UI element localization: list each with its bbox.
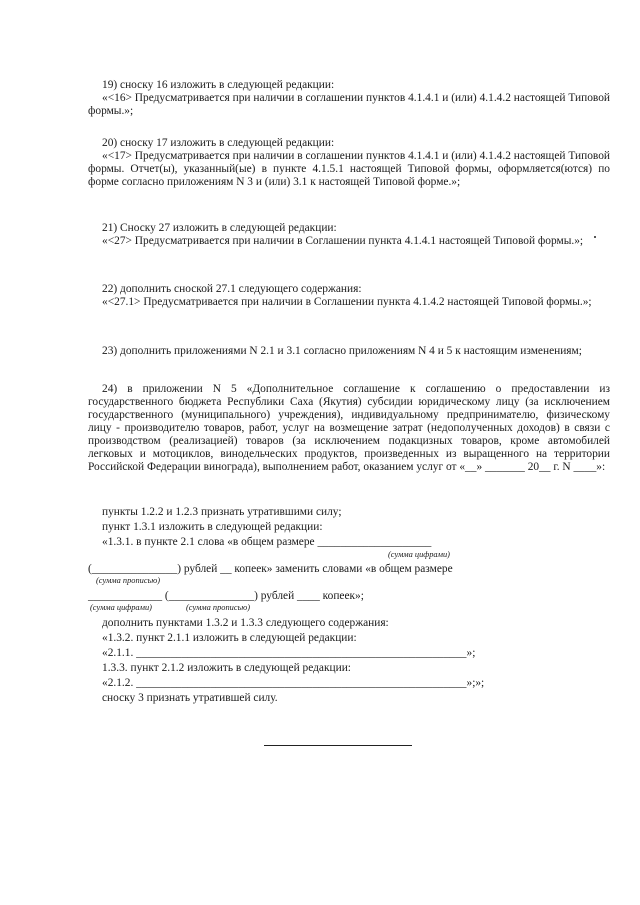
- item-22-text: «<27.1> Предусматривается при наличии в Соглашении пункта 4.1.4.2 настоящей Типовой формы.»;: [102, 296, 592, 308]
- line-footnote-3: сноску 3 признать утратившей силу.: [102, 692, 278, 704]
- item-19-heading: 19) сноску 16 изложить в следующей редакции:: [102, 79, 335, 91]
- item-19: [88, 79, 610, 118]
- item-19-text: «<16> Предусматривается при наличии в соглашении пунктов 4.1.4.1 и (или) 4.1.4.2 настоящей Типовой формы.»;: [88, 92, 610, 117]
- line-1-3-2: «1.3.2. пункт 2.1.1 изложить в следующей редакции:: [102, 632, 357, 644]
- item-22-heading: 22) дополнить сноской 27.1 следующего содержания:: [102, 283, 362, 295]
- item-21-text: «<27> Предусматривается при наличии в Соглашении пункта 4.1.4.1 настоящей Типовой формы.»;: [102, 235, 584, 247]
- item-20-text: «<17> Предусматривается при наличии в соглашении пунктов 4.1.4.1 и (или) 4.1.4.2 настоящей Типовой формы. Отчет(ы), указанный(ые) в пункте 4.1.5.1 настоящей Типовой формы, оформляется(ются) по форме согласно приложениям N 3 и (или) 3.1 к настоящей Типовой форме.»;: [88, 150, 610, 188]
- item-23-text: 23) дополнить приложениями N 2.1 и 3.1 согласно приложениям N 4 и 5 к настоящим изменениям;: [102, 345, 582, 357]
- caption-sum-words-2: (сумма прописью): [186, 603, 251, 612]
- item-20-heading: 20) сноску 17 изложить в следующей редакции:: [102, 137, 335, 149]
- line-rubles-kopecks-2: _____________ (_______________) рублей ____ копеек»;: [88, 590, 364, 602]
- caption-sum-digits: (сумма цифрами): [388, 550, 450, 559]
- item-22: [88, 283, 610, 309]
- line-add-points: дополнить пунктами 1.3.2 и 1.3.3 следующего содержания:: [102, 617, 389, 629]
- item-24-text: 24) в приложении N 5 «Дополнительное соглашение к соглашению о предоставлении из государственного бюджета Республики Саха (Якутия) субсидии юридическому лицу (за исключением государственного (муниципального) учреждения), индивидуальному предпринимателю, физическому лицу - производителю товаров, работ, услуг на возмещение затрат (недополученных доходов) в связи с производством (реализацией) товаров (за исключением подакцизных товаров, кроме автомобилей легковых и мотоциклов, винодельческих продуктов, произведенных из выращенного на территории Российской Федерации винограда), выполнением работ, оказанием услуг от «__» _______ 20__ г. N ____»:: [88, 383, 610, 473]
- line-1-3-1-text: «1.3.1. в пункте 2.1 слова «в общем размере ____________________: [102, 536, 432, 548]
- line-2-1-2: «2.1.2. __________________________________________________________»;»;: [102, 677, 485, 689]
- line-points-1-2: пункты 1.2.2 и 1.2.3 признать утратившими силу;: [102, 506, 342, 518]
- line-rubles-kopecks: (_______________) рублей __ копеек» заменить словами «в общем размере: [88, 563, 453, 575]
- item-21: [88, 222, 610, 248]
- item-21-heading: 21) Сноску 27 изложить в следующей редакции:: [102, 222, 337, 234]
- line-1-3-3: 1.3.3. пункт 2.1.2 изложить в следующей редакции:: [102, 662, 351, 674]
- scan-speck: [594, 236, 596, 238]
- caption-sum-words: (сумма прописью): [96, 576, 161, 585]
- item-20: [88, 137, 610, 189]
- item-24: [88, 383, 610, 474]
- line-2-1-1: «2.1.1. __________________________________________________________»;: [102, 647, 476, 659]
- end-divider: [264, 745, 412, 746]
- line-point-1-3-1: пункт 1.3.1 изложить в следующей редакции:: [102, 521, 323, 533]
- item-23: [88, 345, 610, 358]
- caption-sum-digits-2: (сумма цифрами): [90, 603, 152, 612]
